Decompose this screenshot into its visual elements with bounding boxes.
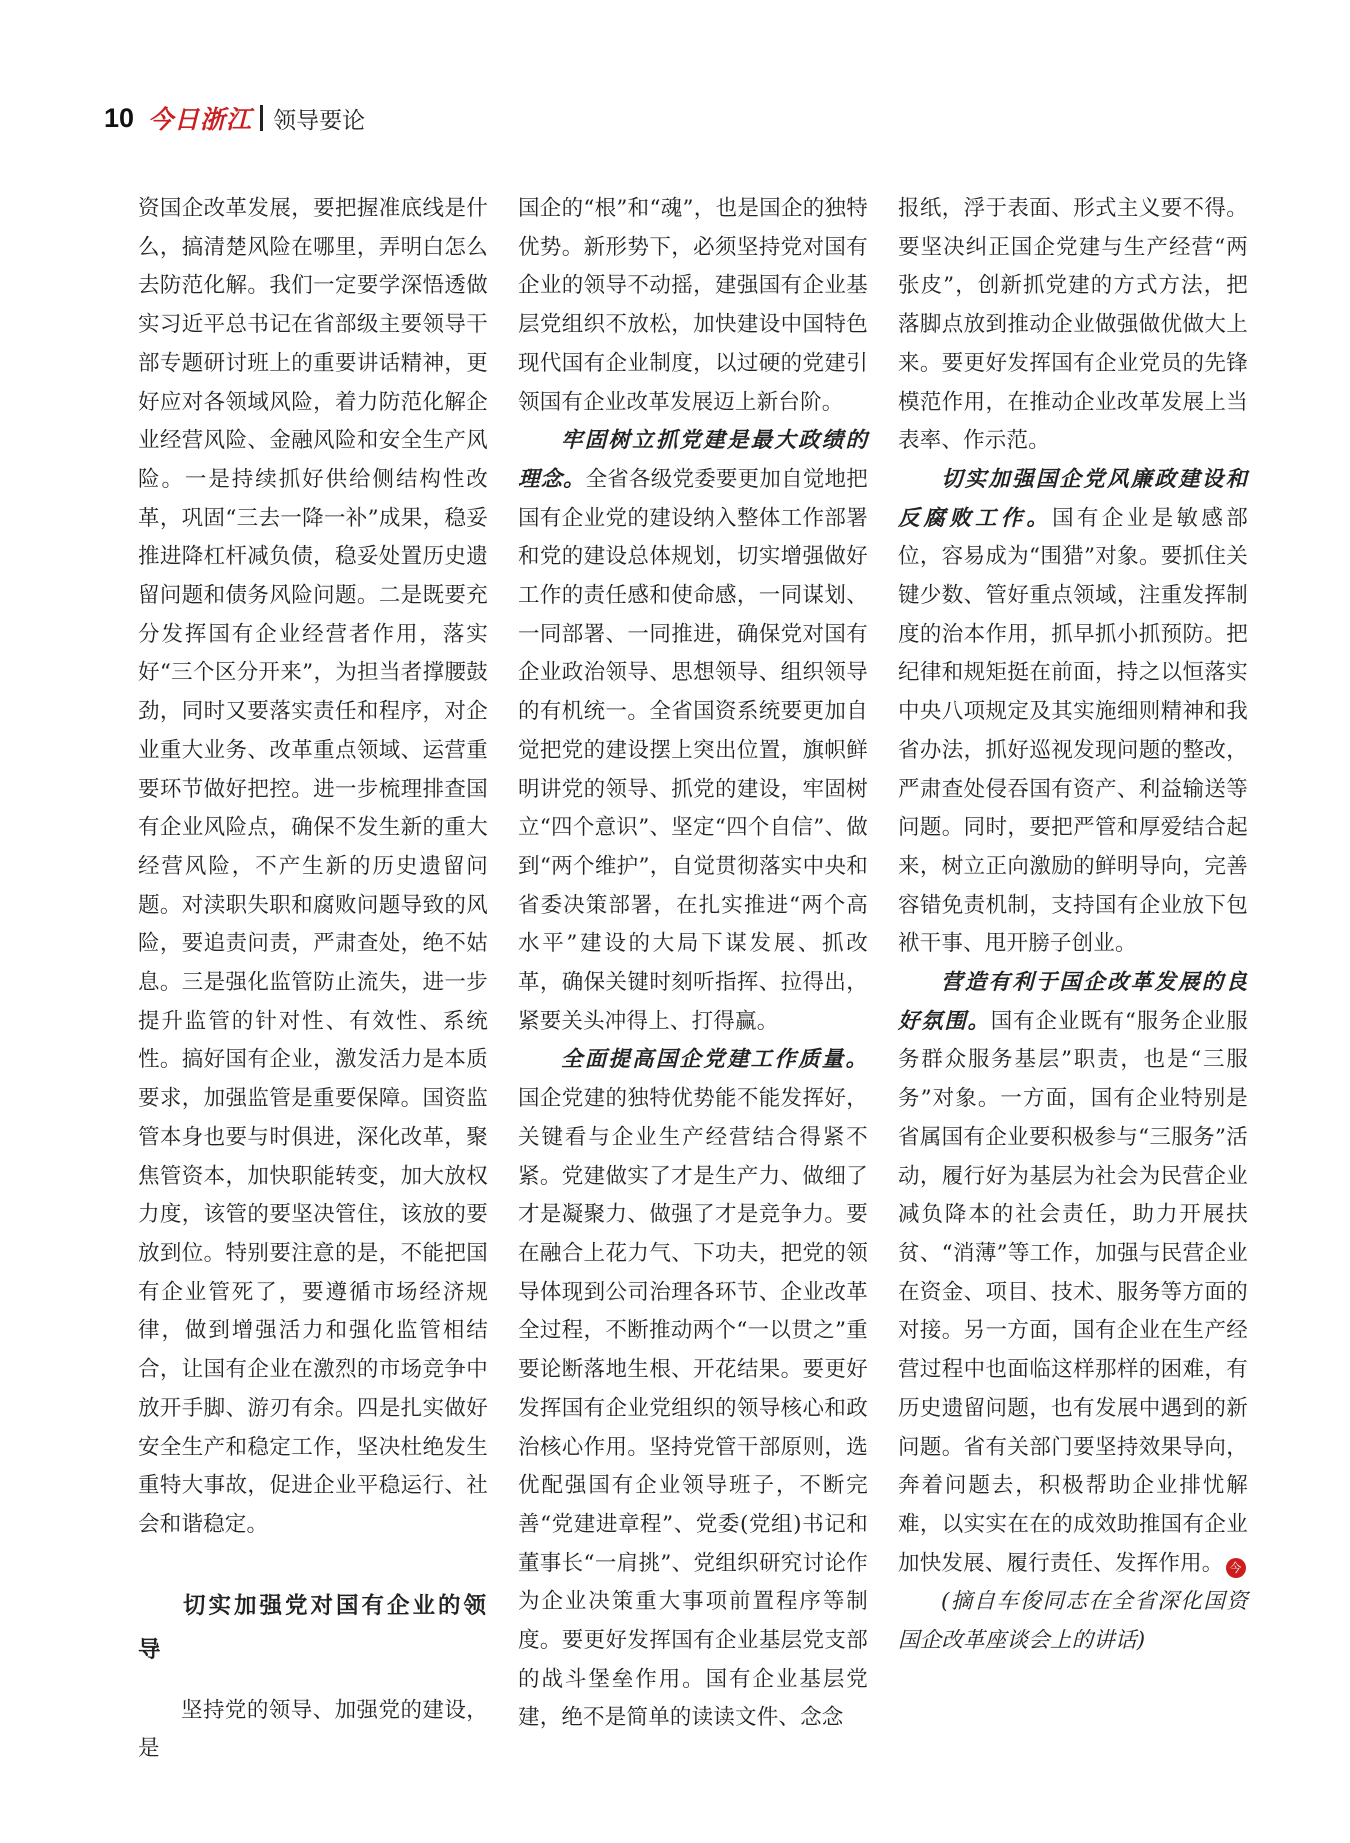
paragraph: [898, 964, 1248, 1583]
paragraph: [518, 422, 868, 1041]
paragraph-body: 国企党建的独特优势能不能发挥好，关键看与企业生产经营结合得紧不紧。党建做实了才是生产力、做细了才是凝聚力、做强了才是竞争力。要在融合上花力气、下功夫，把党的领导体现到公司治理各环节、企业改革全过程，不断推动两个“一以贯之”重要论断落地生根、开花结果。要更好发挥国有企业党组织的领导核心和政治核心作用。坚持党管干部原则，选优配强国有企业领导班子，不断完善“党建进章程”、党委(党组)书记和董事长“一肩挑”、党组织研究讨论作为企业决策重大事项前置程序等制度。要更好发挥国有企业基层党支部的战斗堡垒作用。国有企业基层党建，绝不是简单的读读文件、念念: [518, 1086, 868, 1731]
paragraph-body: 国有企业是敏感部位，容易成为“围猎”对象。要抓住关键少数、管好重点领域，注重发挥制度的治本作用，抓早抓小抓预防。把纪律和规矩挺在前面，持之以恒落实中央八项规定及其实施细则精神和我省办法，抓好巡视发现问题的整改，严肃查处侵吞国有资产、利益输送等问题。同时，要把严管和厚爱结合起来，树立正向激励的鲜明导向，完善容错免责机制，支持国有企业放下包袱干事、甩开膀子创业。: [898, 505, 1248, 957]
header-divider: [260, 105, 263, 131]
paragraph-body: 国有企业既有“服务企业服务群众服务基层”职责，也是“三服务”对象。一方面，国有企业特别是省属国有企业要积极参与“三服务”活动，履行好为基层为社会为民营企业减负降本的社会责任，助力开展扶贫、“消薄”等工作，加强与民营企业在资金、项目、技术、服务等方面的对接。另一方面，国有企业在生产经营过程中也面临这样那样的困难，有历史遗留问题，也有发展中遇到的新问题。省有关部门要坚持效果导向，奔着问题去，积极帮助企业排忧解难，以实实在在的成效助推国有企业加快发展、履行责任、发挥作用。: [898, 1008, 1248, 1576]
paragraph: 国企的“根”和“魂”，也是国企的独特优势。新形势下，必须坚持党对国有企业的领导不动摇，建强国有企业基层党组织不放松，加快建设中国特色现代国有企业制度，以过硬的党建引领国有企业改革发展迈上新台阶。: [518, 196, 868, 415]
paragraph: 资国企改革发展，要把握准底线是什么，搞清楚风险在哪里，弄明白怎么去防范化解。我们一定要学深悟透做实习近平总书记在省部级主要领导干部专题研讨班上的重要讲话精神，更好应对各领域风险，着力防范化解企业经营风险、金融风险和安全生产风险。一是持续抓好供给侧结构性改革，巩固“三去一降一补”成果，稳妥推进降杠杆减负债，稳妥处置历史遗留问题和债务风险问题。二是既要充分发挥国有企业经营者作用，落实好“三个区分开来”，为担当者撑腰鼓劲，同时又要落实责任和程序，对企业重大业务、改革重点领域、运营重要环节做好把控。进一步梳理排查国有企业风险点，确保不发生新的重大经营风险，不产生新的历史遗留问题。对渎职失职和腐败问题导致的风险，要追责问责，严肃查处，绝不姑息。三是强化监管防止流失，进一步提升监管的针对性、有效性、系统性。搞好国有企业，激发活力是本质要求，加强监管是重要保障。国资监管本身也要与时俱进，深化改革，聚焦管资本，加快职能转变，加大放权力度，该管的要坚决管住，该放的要放到位。特别要注意的是，不能把国有企业管死了，要遵循市场经济规律，做到增强活力和强化监管相结合，让国有企业在激烈的市场竞争中放开手脚、游刃有余。四是扎实做好安全生产和稳定工作，坚决杜绝发生重特大事故，促进企业平稳运行、社会和谐稳定。: [138, 196, 488, 1537]
paragraph-lead: 切实加强国企党风廉政建设和反腐败工作。: [898, 466, 1248, 531]
section-title: 领导要论: [273, 107, 366, 134]
column-1: [138, 190, 488, 1769]
column-2: [518, 190, 868, 1738]
paragraph: 报纸，浮于表面、形式主义要不得。要坚决纠正国企党建与生产经营“两张皮”，创新抓党建的方式方法，把落脚点放到推动企业做强做优做大上来。要更好发挥国有企业党员的先锋模范作用，在推动企业改革发展上当表率、作示范。: [898, 196, 1248, 454]
magazine-logo: 今日浙江: [148, 105, 253, 134]
paragraph-body: 全省各级党委要更加自觉地把国有企业党的建设纳入整体工作部署和党的建设总体规划，切实增强做好工作的责任感和使命感，一同谋划、一同部署、一同推进，确保党对国有企业政治领导、思想领导、组织领导的有机统一。全省国资系统要更加自觉把党的建设摆上突出位置，旗帜鲜明讲党的领导、抓党的建设，牢固树立“四个意识”、坚定“四个自信”、做到“两个维护”，自觉贯彻落实中央和省委决策部署，在扎实推进“两个高水平”建设的大局下谋发展、抓改革，确保关键时刻听指挥、拉得出，紧要关头冲得上、打得赢。: [518, 466, 868, 1034]
paragraph: [898, 461, 1248, 964]
column-3: [898, 190, 1248, 1661]
paragraph: [518, 1041, 868, 1738]
page-number: 10: [104, 102, 135, 133]
paragraph-lead: 全面提高国企党建工作质量。: [561, 1047, 868, 1073]
paragraph-lead: 牢固树立抓党建是最大政绩的理念。: [518, 428, 868, 492]
end-mark-icon: 今: [1226, 1558, 1246, 1578]
section-heading: 切实加强党对国有企业的领导: [138, 1592, 488, 1663]
paragraph-lead: 营造有利于国企改革发展的良好氛围。: [898, 970, 1248, 1034]
source-note: (摘自车俊同志在全省深化国资国企改革座谈会上的讲话): [898, 1589, 1248, 1654]
paragraph: 坚持党的领导、加强党的建设，是: [138, 1697, 488, 1762]
page-header: [104, 96, 365, 140]
